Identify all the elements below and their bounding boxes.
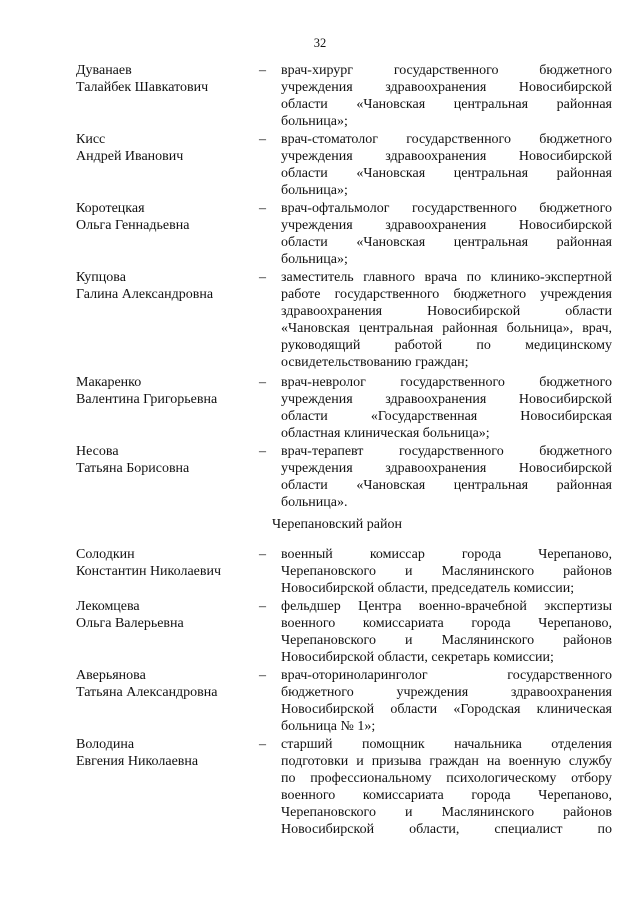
dash-separator: – [259, 668, 266, 683]
position-line: военного комиссариата города Черепаново, [281, 616, 612, 632]
member-surname: Володина [76, 737, 135, 752]
member-surname: Купцова [76, 270, 126, 285]
member-name [76, 200, 261, 234]
dash-separator: – [259, 737, 266, 752]
member-surname: Дуванаев [76, 63, 132, 78]
dash-separator: – [259, 375, 266, 390]
member-position [281, 443, 612, 511]
member-surname: Несова [76, 444, 119, 459]
member-position [281, 62, 612, 130]
position-line: врач-невролог государственного бюджетного [281, 375, 612, 390]
position-line: области «Чановская центральная районная [281, 97, 612, 113]
position-line: учреждения здравоохранения Новосибирской [281, 218, 612, 234]
position-line: Черепановского и Маслянинского районов [281, 564, 612, 580]
position-line: здравоохранения Новосибирской области [281, 304, 612, 320]
position-line: заместитель главного врача по клинико-экспертной [281, 270, 612, 285]
position-line: учреждения здравоохранения Новосибирской [281, 392, 612, 408]
member-name [76, 131, 261, 165]
member-position [281, 131, 612, 199]
position-line: больница № 1»; [281, 719, 376, 735]
member-name [76, 546, 261, 580]
position-line: учреждения здравоохранения Новосибирской [281, 461, 612, 477]
dash-separator: – [259, 132, 266, 147]
dash-separator: – [259, 547, 266, 562]
member-given-name: Евгения Николаевна [76, 754, 199, 770]
member-name [76, 443, 261, 477]
member-surname: Лекомцева [76, 599, 140, 614]
position-line: освидетельствованию граждан; [281, 355, 469, 371]
position-line: бюджетного учреждения здравоохранения [281, 685, 612, 701]
member-given-name: Татьяна Александровна [76, 685, 218, 701]
position-line: руководящий работой по медицинскому [281, 338, 612, 354]
member-position [281, 546, 612, 597]
member-position [281, 374, 612, 442]
position-line: Новосибирской области, секретарь комиссии; [281, 650, 554, 666]
dash-separator: – [259, 201, 266, 216]
position-line: учреждения здравоохранения Новосибирской [281, 80, 612, 96]
page-number: 32 [313, 36, 327, 50]
member-name [76, 736, 261, 770]
position-line: учреждения здравоохранения Новосибирской [281, 149, 612, 165]
position-line: «Чановская центральная районная больница», врач, [281, 321, 612, 337]
position-line: Новосибирской области, председатель комиссии; [281, 581, 575, 597]
position-line: Черепановского и Маслянинского районов [281, 805, 612, 821]
member-surname: Кисс [76, 132, 106, 147]
member-surname: Коротецкая [76, 201, 145, 216]
position-line: области «Чановская центральная районная [281, 478, 612, 494]
member-name [76, 667, 261, 701]
dash-separator: – [259, 599, 266, 614]
member-given-name: Константин Николаевич [76, 564, 222, 580]
position-line: старший помощник начальника отделения [281, 737, 612, 752]
position-line: работе государственного бюджетного учреждения [281, 287, 612, 303]
position-line: подготовки и призыва граждан на военную службу [281, 754, 612, 770]
position-line: врач-хирург государственного бюджетного [281, 63, 612, 78]
member-given-name: Валентина Григорьевна [76, 392, 218, 408]
position-line: врач-стоматолог государственного бюджетного [281, 132, 612, 147]
member-position [281, 269, 612, 372]
position-line: Новосибирской области, специалист по [281, 822, 612, 838]
member-given-name: Андрей Иванович [76, 149, 184, 165]
dash-separator: – [259, 270, 266, 285]
position-line: военного комиссариата города Черепаново, [281, 788, 612, 804]
position-line: по профессиональному психологическому отбору [281, 771, 612, 787]
position-line: Черепановского и Маслянинского районов [281, 633, 612, 649]
position-line: области «Чановская центральная районная [281, 235, 612, 251]
member-position [281, 667, 612, 735]
member-surname: Солодкин [76, 547, 135, 562]
position-line: больница». [281, 495, 348, 511]
position-line: больница»; [281, 183, 348, 199]
member-given-name: Ольга Геннадьевна [76, 218, 190, 234]
position-line: фельдшер Центра военно-врачебной экспертизы [281, 599, 612, 614]
position-line: областная клиническая больница»; [281, 426, 490, 442]
member-position [281, 598, 612, 666]
position-line: военный комиссар города Черепаново, [281, 547, 612, 562]
member-surname: Макаренко [76, 375, 142, 390]
member-name [76, 374, 261, 408]
member-given-name: Ольга Валерьевна [76, 616, 184, 632]
member-position [281, 200, 612, 268]
dash-separator: – [259, 63, 266, 78]
dash-separator: – [259, 444, 266, 459]
member-given-name: Галина Александровна [76, 287, 214, 303]
member-given-name: Татьяна Борисовна [76, 461, 190, 477]
position-line: области «Государственная Новосибирская [281, 409, 612, 425]
member-name [76, 62, 261, 96]
member-name [76, 269, 261, 303]
member-name [76, 598, 261, 632]
position-line: Новосибирской области «Городская клиническая [281, 702, 612, 718]
position-line: врач-терапевт государственного бюджетного [281, 444, 612, 459]
position-line: больница»; [281, 252, 348, 268]
member-surname: Аверьянова [76, 668, 146, 683]
member-given-name: Талайбек Шавкатович [76, 80, 209, 96]
position-line: врач-офтальмолог государственного бюджетного [281, 201, 612, 216]
section-heading: Черепановский район [272, 517, 402, 532]
position-line: области «Чановская центральная районная [281, 166, 612, 182]
member-position [281, 736, 612, 839]
position-line: врач-оториноларинголог государственного [281, 668, 612, 683]
position-line: больница»; [281, 114, 348, 130]
